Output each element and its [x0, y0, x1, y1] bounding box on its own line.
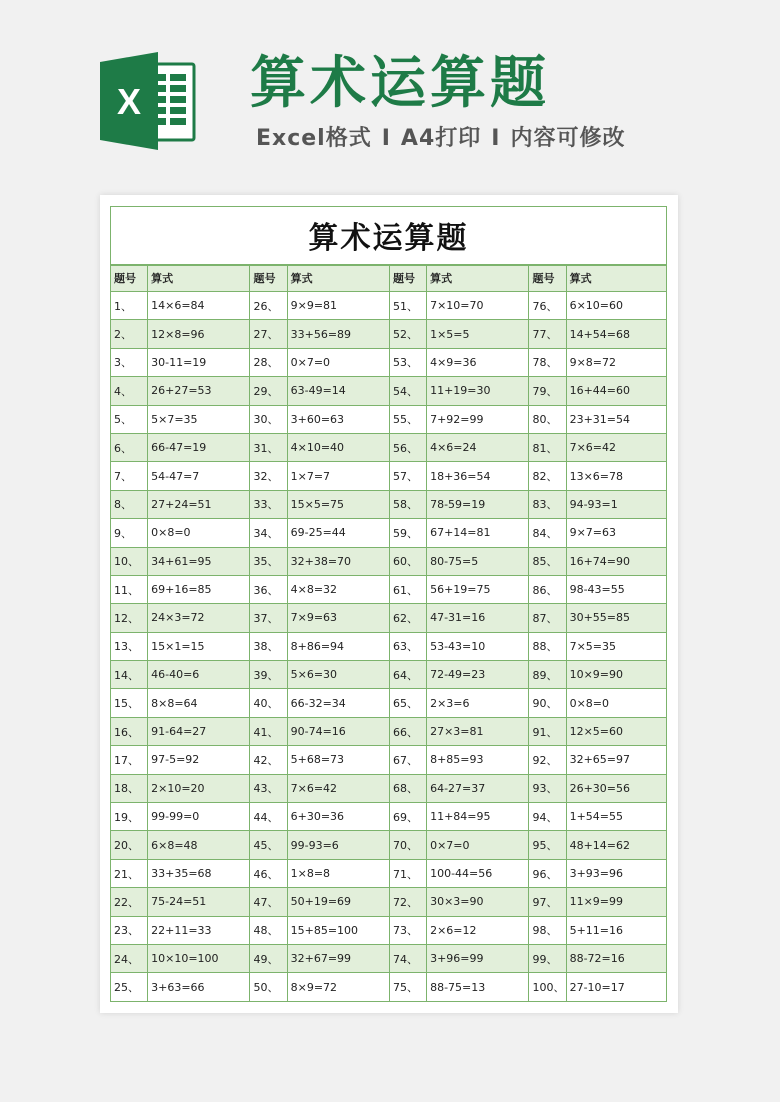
cell-expression[interactable]: 46-40=6 [148, 661, 250, 689]
header-number[interactable]: 题号 [389, 265, 426, 292]
table-row [111, 774, 667, 802]
cell-number[interactable]: 36、 [250, 575, 287, 603]
cell-number[interactable]: 32、 [250, 462, 287, 490]
cell-number[interactable]: 11、 [111, 575, 148, 603]
cell-expression[interactable]: 90-74=16 [287, 717, 389, 745]
sheet-title[interactable]: 算术运算题 [111, 207, 667, 265]
table-row [111, 746, 667, 774]
cell-number[interactable]: 80、 [529, 405, 566, 433]
cell-number[interactable]: 92、 [529, 746, 566, 774]
cell-number[interactable]: 35、 [250, 547, 287, 575]
cell-expression[interactable]: 5×6=30 [287, 661, 389, 689]
cell-number[interactable]: 59、 [389, 519, 426, 547]
cell-number[interactable]: 12、 [111, 604, 148, 632]
banner-title: 算术运算题 [250, 51, 550, 116]
cell-expression[interactable]: 14×6=84 [148, 292, 250, 320]
cell-number[interactable]: 65、 [389, 689, 426, 717]
cell-expression[interactable]: 11+84=95 [427, 803, 529, 831]
cell-expression[interactable]: 3+63=66 [148, 973, 250, 1001]
table-row [111, 944, 667, 972]
cell-number[interactable]: 89、 [529, 661, 566, 689]
cell-expression[interactable]: 4×10=40 [287, 433, 389, 461]
cell-expression[interactable]: 97-5=92 [148, 746, 250, 774]
cell-expression[interactable]: 24×3=72 [148, 604, 250, 632]
cell-expression[interactable]: 94-93=1 [566, 490, 666, 518]
cell-expression[interactable]: 12×8=96 [148, 320, 250, 348]
cell-number[interactable]: 5、 [111, 405, 148, 433]
excel-icon [100, 52, 198, 150]
cell-number[interactable]: 61、 [389, 575, 426, 603]
cell-expression[interactable]: 8×9=72 [287, 973, 389, 1001]
cell-expression[interactable]: 3+60=63 [287, 405, 389, 433]
cell-number[interactable]: 98、 [529, 916, 566, 944]
table-row [111, 490, 667, 518]
cell-expression[interactable]: 2×3=6 [427, 689, 529, 717]
cell-expression[interactable]: 47-31=16 [427, 604, 529, 632]
cell-expression[interactable]: 11×9=99 [566, 888, 666, 916]
cell-number[interactable]: 63、 [389, 632, 426, 660]
table-row [111, 519, 667, 547]
header-number[interactable]: 题号 [250, 265, 287, 292]
cell-expression[interactable]: 26+30=56 [566, 774, 666, 802]
cell-number[interactable]: 62、 [389, 604, 426, 632]
cell-expression[interactable]: 1×7=7 [287, 462, 389, 490]
cell-expression[interactable]: 9×7=63 [566, 519, 666, 547]
cell-expression[interactable]: 18+36=54 [427, 462, 529, 490]
cell-expression[interactable]: 33+35=68 [148, 859, 250, 887]
table-row [111, 803, 667, 831]
banner-subtitle [256, 124, 625, 154]
cell-expression[interactable]: 7+92=99 [427, 405, 529, 433]
cell-number[interactable]: 18、 [111, 774, 148, 802]
cell-number[interactable]: 46、 [250, 859, 287, 887]
cell-expression[interactable]: 9×9=81 [287, 292, 389, 320]
cell-number[interactable]: 30、 [250, 405, 287, 433]
cell-number[interactable]: 15、 [111, 689, 148, 717]
header-number[interactable]: 题号 [529, 265, 566, 292]
cell-expression[interactable]: 7×6=42 [566, 433, 666, 461]
table-row [111, 916, 667, 944]
banner [0, 0, 780, 195]
cell-expression[interactable]: 0×8=0 [566, 689, 666, 717]
cell-expression[interactable]: 1×5=5 [427, 320, 529, 348]
cell-expression[interactable]: 0×7=0 [427, 831, 529, 859]
table-row [111, 859, 667, 887]
cell-expression[interactable]: 66-32=34 [287, 689, 389, 717]
cell-number[interactable]: 10、 [111, 547, 148, 575]
table-row [111, 632, 667, 660]
cell-number[interactable]: 96、 [529, 859, 566, 887]
cell-expression[interactable]: 27-10=17 [566, 973, 666, 1001]
cell-expression[interactable]: 2×6=12 [427, 916, 529, 944]
cell-number[interactable]: 69、 [389, 803, 426, 831]
cell-number[interactable]: 2、 [111, 320, 148, 348]
cell-number[interactable]: 16、 [111, 717, 148, 745]
cell-number[interactable]: 76、 [529, 292, 566, 320]
cell-expression[interactable]: 30+55=85 [566, 604, 666, 632]
cell-number[interactable]: 44、 [250, 803, 287, 831]
cell-expression[interactable]: 78-59=19 [427, 490, 529, 518]
table-row [111, 405, 667, 433]
header-number[interactable]: 题号 [111, 265, 148, 292]
cell-number[interactable]: 95、 [529, 831, 566, 859]
cell-expression[interactable]: 50+19=69 [287, 888, 389, 916]
cell-expression[interactable]: 80-75=5 [427, 547, 529, 575]
header-expression[interactable]: 算式 [287, 265, 389, 292]
cell-expression[interactable]: 32+65=97 [566, 746, 666, 774]
header-expression[interactable]: 算式 [566, 265, 666, 292]
cell-number[interactable]: 28、 [250, 348, 287, 376]
cell-expression[interactable]: 7×9=63 [287, 604, 389, 632]
cell-expression[interactable]: 8+85=93 [427, 746, 529, 774]
table-row [111, 661, 667, 689]
cell-number[interactable]: 17、 [111, 746, 148, 774]
cell-number[interactable]: 45、 [250, 831, 287, 859]
cell-expression[interactable]: 8+86=94 [287, 632, 389, 660]
cell-number[interactable]: 29、 [250, 377, 287, 405]
cell-number[interactable]: 58、 [389, 490, 426, 518]
cell-expression[interactable]: 63-49=14 [287, 377, 389, 405]
cell-expression[interactable]: 54-47=7 [148, 462, 250, 490]
cell-expression[interactable]: 5+11=16 [566, 916, 666, 944]
cell-expression[interactable]: 11+19=30 [427, 377, 529, 405]
table-row [111, 831, 667, 859]
cell-expression[interactable]: 14+54=68 [566, 320, 666, 348]
cell-number[interactable]: 25、 [111, 973, 148, 1001]
cell-number[interactable]: 82、 [529, 462, 566, 490]
cell-expression[interactable]: 4×6=24 [427, 433, 529, 461]
cell-number[interactable]: 48、 [250, 916, 287, 944]
cell-expression[interactable]: 69+16=85 [148, 575, 250, 603]
cell-expression[interactable]: 75-24=51 [148, 888, 250, 916]
cell-number[interactable]: 86、 [529, 575, 566, 603]
cell-expression[interactable]: 12×5=60 [566, 717, 666, 745]
cell-number[interactable]: 33、 [250, 490, 287, 518]
cell-number[interactable]: 78、 [529, 348, 566, 376]
table-row [111, 292, 667, 320]
cell-expression[interactable]: 88-75=13 [427, 973, 529, 1001]
worksheet [100, 195, 678, 1013]
cell-expression[interactable]: 91-64=27 [148, 717, 250, 745]
cell-expression[interactable]: 1×8=8 [287, 859, 389, 887]
cell-number[interactable]: 97、 [529, 888, 566, 916]
cell-number[interactable]: 77、 [529, 320, 566, 348]
cell-expression[interactable]: 67+14=81 [427, 519, 529, 547]
cell-number[interactable]: 24、 [111, 944, 148, 972]
cell-number[interactable]: 90、 [529, 689, 566, 717]
table-row [111, 575, 667, 603]
cell-number[interactable]: 60、 [389, 547, 426, 575]
cell-number[interactable]: 70、 [389, 831, 426, 859]
cell-expression[interactable]: 3+93=96 [566, 859, 666, 887]
table-row [111, 888, 667, 916]
subtitle-format: Excel格式 [256, 126, 372, 151]
cell-number[interactable]: 38、 [250, 632, 287, 660]
cell-expression[interactable]: 6×10=60 [566, 292, 666, 320]
cell-expression[interactable]: 4×8=32 [287, 575, 389, 603]
cell-expression[interactable]: 6+30=36 [287, 803, 389, 831]
cell-expression[interactable]: 53-43=10 [427, 632, 529, 660]
cell-expression[interactable]: 26+27=53 [148, 377, 250, 405]
cell-number[interactable]: 8、 [111, 490, 148, 518]
cell-expression[interactable]: 99-99=0 [148, 803, 250, 831]
cell-number[interactable]: 83、 [529, 490, 566, 518]
cell-expression[interactable]: 8×8=64 [148, 689, 250, 717]
cell-expression[interactable]: 22+11=33 [148, 916, 250, 944]
cell-expression[interactable]: 98-43=55 [566, 575, 666, 603]
cell-expression[interactable]: 88-72=16 [566, 944, 666, 972]
cell-expression[interactable]: 7×5=35 [566, 632, 666, 660]
cell-expression[interactable]: 3+96=99 [427, 944, 529, 972]
cell-number[interactable]: 7、 [111, 462, 148, 490]
cell-number[interactable]: 4、 [111, 377, 148, 405]
cell-expression[interactable]: 0×7=0 [287, 348, 389, 376]
cell-number[interactable]: 13、 [111, 632, 148, 660]
cell-expression[interactable]: 23+31=54 [566, 405, 666, 433]
cell-number[interactable]: 43、 [250, 774, 287, 802]
cell-number[interactable]: 22、 [111, 888, 148, 916]
cell-expression[interactable]: 27+24=51 [148, 490, 250, 518]
arithmetic-table [110, 206, 667, 1002]
table-row [111, 348, 667, 376]
cell-expression[interactable]: 16+44=60 [566, 377, 666, 405]
cell-number[interactable]: 57、 [389, 462, 426, 490]
cell-expression[interactable]: 100-44=56 [427, 859, 529, 887]
cell-expression[interactable]: 34+61=95 [148, 547, 250, 575]
cell-expression[interactable]: 69-25=44 [287, 519, 389, 547]
cell-expression[interactable]: 5+68=73 [287, 746, 389, 774]
cell-expression[interactable]: 6×8=48 [148, 831, 250, 859]
table-row [111, 433, 667, 461]
svg-text:X: X [116, 81, 142, 122]
cell-expression[interactable]: 1+54=55 [566, 803, 666, 831]
cell-number[interactable]: 52、 [389, 320, 426, 348]
cell-expression[interactable]: 16+74=90 [566, 547, 666, 575]
cell-number[interactable]: 85、 [529, 547, 566, 575]
cell-number[interactable]: 75、 [389, 973, 426, 1001]
cell-number[interactable]: 74、 [389, 944, 426, 972]
cell-number[interactable]: 41、 [250, 717, 287, 745]
cell-number[interactable]: 34、 [250, 519, 287, 547]
cell-number[interactable]: 37、 [250, 604, 287, 632]
cell-expression[interactable]: 99-93=6 [287, 831, 389, 859]
cell-number[interactable]: 6、 [111, 433, 148, 461]
cell-number[interactable]: 3、 [111, 348, 148, 376]
cell-expression[interactable]: 66-47=19 [148, 433, 250, 461]
cell-number[interactable]: 91、 [529, 717, 566, 745]
cell-number[interactable]: 79、 [529, 377, 566, 405]
cell-number[interactable]: 1、 [111, 292, 148, 320]
cell-expression[interactable]: 15×1=15 [148, 632, 250, 660]
cell-number[interactable]: 47、 [250, 888, 287, 916]
cell-number[interactable]: 56、 [389, 433, 426, 461]
cell-number[interactable]: 66、 [389, 717, 426, 745]
cell-expression[interactable]: 15×5=75 [287, 490, 389, 518]
cell-number[interactable]: 27、 [250, 320, 287, 348]
cell-expression[interactable]: 56+19=75 [427, 575, 529, 603]
header-expression[interactable]: 算式 [427, 265, 529, 292]
cell-number[interactable]: 99、 [529, 944, 566, 972]
table-row [111, 973, 667, 1001]
cell-number[interactable]: 40、 [250, 689, 287, 717]
cell-number[interactable]: 54、 [389, 377, 426, 405]
cell-expression[interactable]: 7×6=42 [287, 774, 389, 802]
cell-number[interactable]: 31、 [250, 433, 287, 461]
cell-expression[interactable]: 10×10=100 [148, 944, 250, 972]
cell-expression[interactable]: 33+56=89 [287, 320, 389, 348]
header-expression[interactable]: 算式 [148, 265, 250, 292]
subtitle-separator: I [381, 126, 391, 151]
cell-expression[interactable]: 72-49=23 [427, 661, 529, 689]
cell-number[interactable]: 51、 [389, 292, 426, 320]
cell-number[interactable]: 26、 [250, 292, 287, 320]
cell-expression[interactable]: 64-27=37 [427, 774, 529, 802]
table-row [111, 689, 667, 717]
cell-expression[interactable]: 48+14=62 [566, 831, 666, 859]
table-row [111, 377, 667, 405]
cell-expression[interactable]: 7×10=70 [427, 292, 529, 320]
table-row [111, 462, 667, 490]
cell-number[interactable]: 49、 [250, 944, 287, 972]
cell-expression[interactable]: 30×3=90 [427, 888, 529, 916]
cell-expression[interactable]: 9×8=72 [566, 348, 666, 376]
cell-expression[interactable]: 10×9=90 [566, 661, 666, 689]
cell-number[interactable]: 20、 [111, 831, 148, 859]
cell-number[interactable]: 94、 [529, 803, 566, 831]
cell-number[interactable]: 72、 [389, 888, 426, 916]
cell-number[interactable]: 84、 [529, 519, 566, 547]
cell-expression[interactable]: 30-11=19 [148, 348, 250, 376]
subtitle-print: A4打印 [400, 126, 482, 151]
table-row [111, 547, 667, 575]
cell-number[interactable]: 64、 [389, 661, 426, 689]
header-row [111, 265, 667, 292]
cell-expression[interactable]: 15+85=100 [287, 916, 389, 944]
cell-number[interactable]: 100、 [529, 973, 566, 1001]
table-row [111, 604, 667, 632]
cell-number[interactable]: 50、 [250, 973, 287, 1001]
cell-number[interactable]: 81、 [529, 433, 566, 461]
cell-number[interactable]: 68、 [389, 774, 426, 802]
subtitle-editable: 内容可修改 [510, 126, 626, 151]
cell-number[interactable]: 53、 [389, 348, 426, 376]
cell-number[interactable]: 19、 [111, 803, 148, 831]
cell-expression[interactable]: 5×7=35 [148, 405, 250, 433]
table-row [111, 717, 667, 745]
cell-number[interactable]: 39、 [250, 661, 287, 689]
cell-expression[interactable]: 27×3=81 [427, 717, 529, 745]
cell-number[interactable]: 42、 [250, 746, 287, 774]
cell-number[interactable]: 93、 [529, 774, 566, 802]
table-row [111, 320, 667, 348]
cell-number[interactable]: 88、 [529, 632, 566, 660]
cell-expression[interactable]: 0×8=0 [148, 519, 250, 547]
cell-number[interactable]: 23、 [111, 916, 148, 944]
cell-number[interactable]: 55、 [389, 405, 426, 433]
cell-number[interactable]: 9、 [111, 519, 148, 547]
cell-number[interactable]: 67、 [389, 746, 426, 774]
cell-expression[interactable]: 32+38=70 [287, 547, 389, 575]
cell-expression[interactable]: 32+67=99 [287, 944, 389, 972]
cell-number[interactable]: 21、 [111, 859, 148, 887]
cell-number[interactable]: 87、 [529, 604, 566, 632]
cell-number[interactable]: 71、 [389, 859, 426, 887]
cell-number[interactable]: 73、 [389, 916, 426, 944]
cell-expression[interactable]: 13×6=78 [566, 462, 666, 490]
cell-expression[interactable]: 2×10=20 [148, 774, 250, 802]
cell-number[interactable]: 14、 [111, 661, 148, 689]
cell-expression[interactable]: 4×9=36 [427, 348, 529, 376]
subtitle-separator: I [491, 126, 501, 151]
